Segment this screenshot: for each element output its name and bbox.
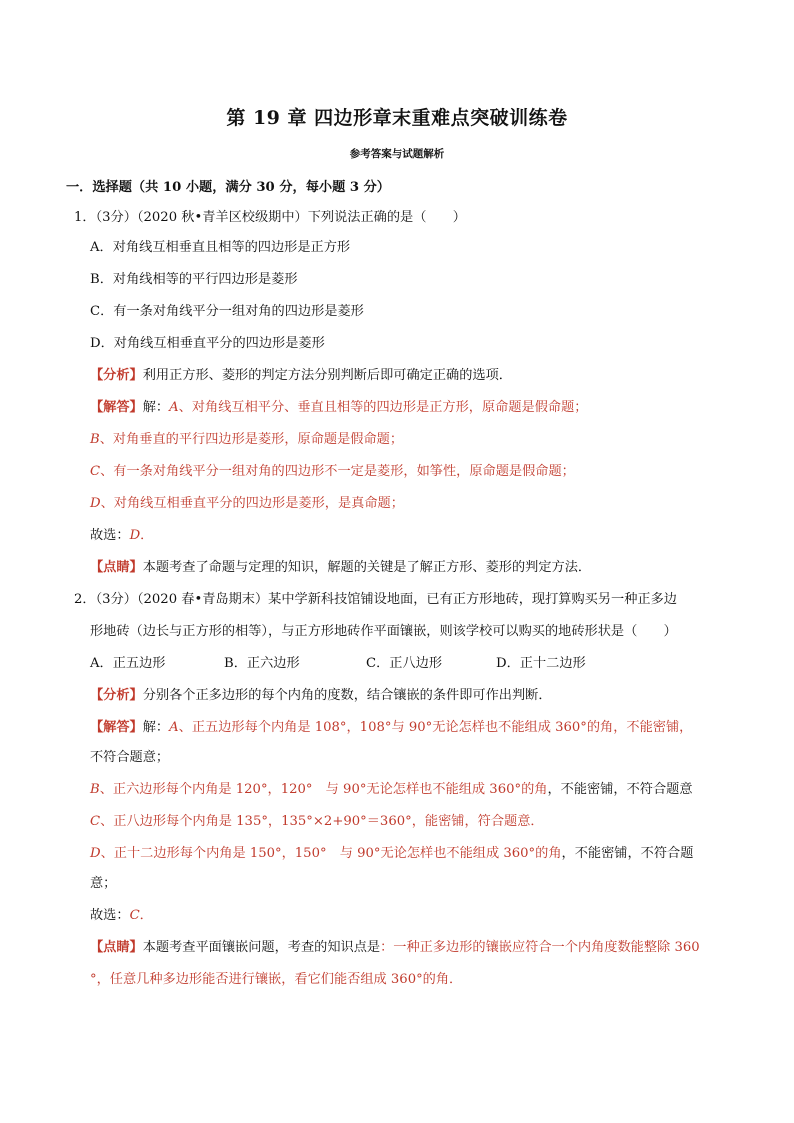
q1-answer-line-4: D、对角线互相垂直平分的四边形是菱形，是真命题； (90, 496, 404, 511)
q2-stem-line-1: 2．（3分）（2020 春•青岛期末）某中学新科技馆铺设地面，已有正方形地砖，现打算购买另一种正多边 (74, 592, 677, 607)
q2-comment-line-2: °，任意几种多边形能否进行镶嵌，看它们能否组成 360°的角． (90, 972, 463, 987)
comment-tag: 【点睛】 (90, 940, 143, 955)
page-subtitle: 参考答案与试题解析 (349, 148, 445, 160)
q1-option-c: C．有一条对角线平分一组对角的四边形是菱形 (90, 304, 364, 319)
q1-answer-line-1: 【解答】解：A、对角线互相平分、垂直且相等的四边形是正方形，原命题是假命题； (90, 400, 588, 415)
q1-option-a: A．对角线互相垂直且相等的四边形是正方形 (90, 240, 351, 255)
q1-option-d: D．对角线互相垂直平分的四边形是菱形 (90, 336, 325, 351)
q1-answer-line-2: B、对角垂直的平行四边形是菱形，原命题是假命题； (90, 432, 404, 447)
q2-answer-line-1b: 不符合题意； (90, 750, 170, 765)
q1-choose: 故选：D． (90, 528, 154, 543)
answer-tag: 【解答】 (90, 400, 143, 415)
q1-stem: 1．（3分）（2020 秋•青羊区校级期中）下列说法正确的是（ ） (74, 210, 466, 225)
q2-answer-c: C、正八边形每个内角是 135°，135°×2+90°＝360°，能密铺，符合题意． (90, 814, 544, 829)
q1-answer-line-3: C、有一条对角线平分一组对角的四边形不一定是菱形，如筝性，原命题是假命题； (90, 464, 575, 479)
answer-tag: 【解答】 (90, 720, 143, 735)
q1-option-b: B．对角线相等的平行四边形是菱形 (90, 272, 298, 287)
q2-analysis: 【分析】分别各个正多边形的每个内角的度数，结合镶嵌的条件即可作出判断． (90, 688, 552, 703)
q2-answer-d: D、正十二边形每个内角是 150°，150° 与 90°无论怎样也不能组成 360°的角，不能密铺，不符合题 (90, 846, 694, 861)
analysis-tag: 【分析】 (90, 688, 143, 703)
q2-answer-b: B、正六边形每个内角是 120°，120° 与 90°无论怎样也不能组成 360°的角，不能密铺，不符合题意 (90, 782, 693, 797)
q2-option-c: C．正八边形 (366, 656, 443, 671)
q2-answer-line-1: 【解答】解：A、正五边形每个内角是 108°，108°与 90°无论怎样也不能组成 360°的角，不能密铺， (90, 720, 693, 735)
q2-option-d: D．正十二边形 (496, 656, 586, 671)
q2-stem-line-2: 形地砖（边长与正方形的相等），与正方形地砖作平面镶嵌，则该学校可以购买的地砖形状是（ ） (90, 624, 677, 639)
q2-choose: 故选：C． (90, 908, 153, 923)
q2-comment-line-1: 【点睛】本题考查平面镶嵌问题，考查的知识点是：一种正多边形的镶嵌应符合一个内角度数能整除 360 (90, 940, 700, 955)
q1-comment: 【点睛】本题考查了命题与定理的知识，解题的关键是了解正方形、菱形的判定方法． (90, 560, 592, 575)
q2-answer-d-cont: 意； (90, 876, 117, 891)
q1-analysis: 【分析】利用正方形、菱形的判定方法分别判断后即可确定正确的选项． (90, 368, 512, 383)
q2-option-a: A．正五边形 (90, 656, 166, 671)
analysis-tag: 【分析】 (90, 368, 143, 383)
q2-option-b: B．正六边形 (224, 656, 300, 671)
comment-tag: 【点睛】 (90, 560, 143, 575)
section-heading: 一．选择题（共 10 小题，满分 30 分，每小题 3 分） (66, 180, 390, 195)
page-title: 第 19 章 四边形章末重难点突破训练卷 (226, 107, 568, 129)
